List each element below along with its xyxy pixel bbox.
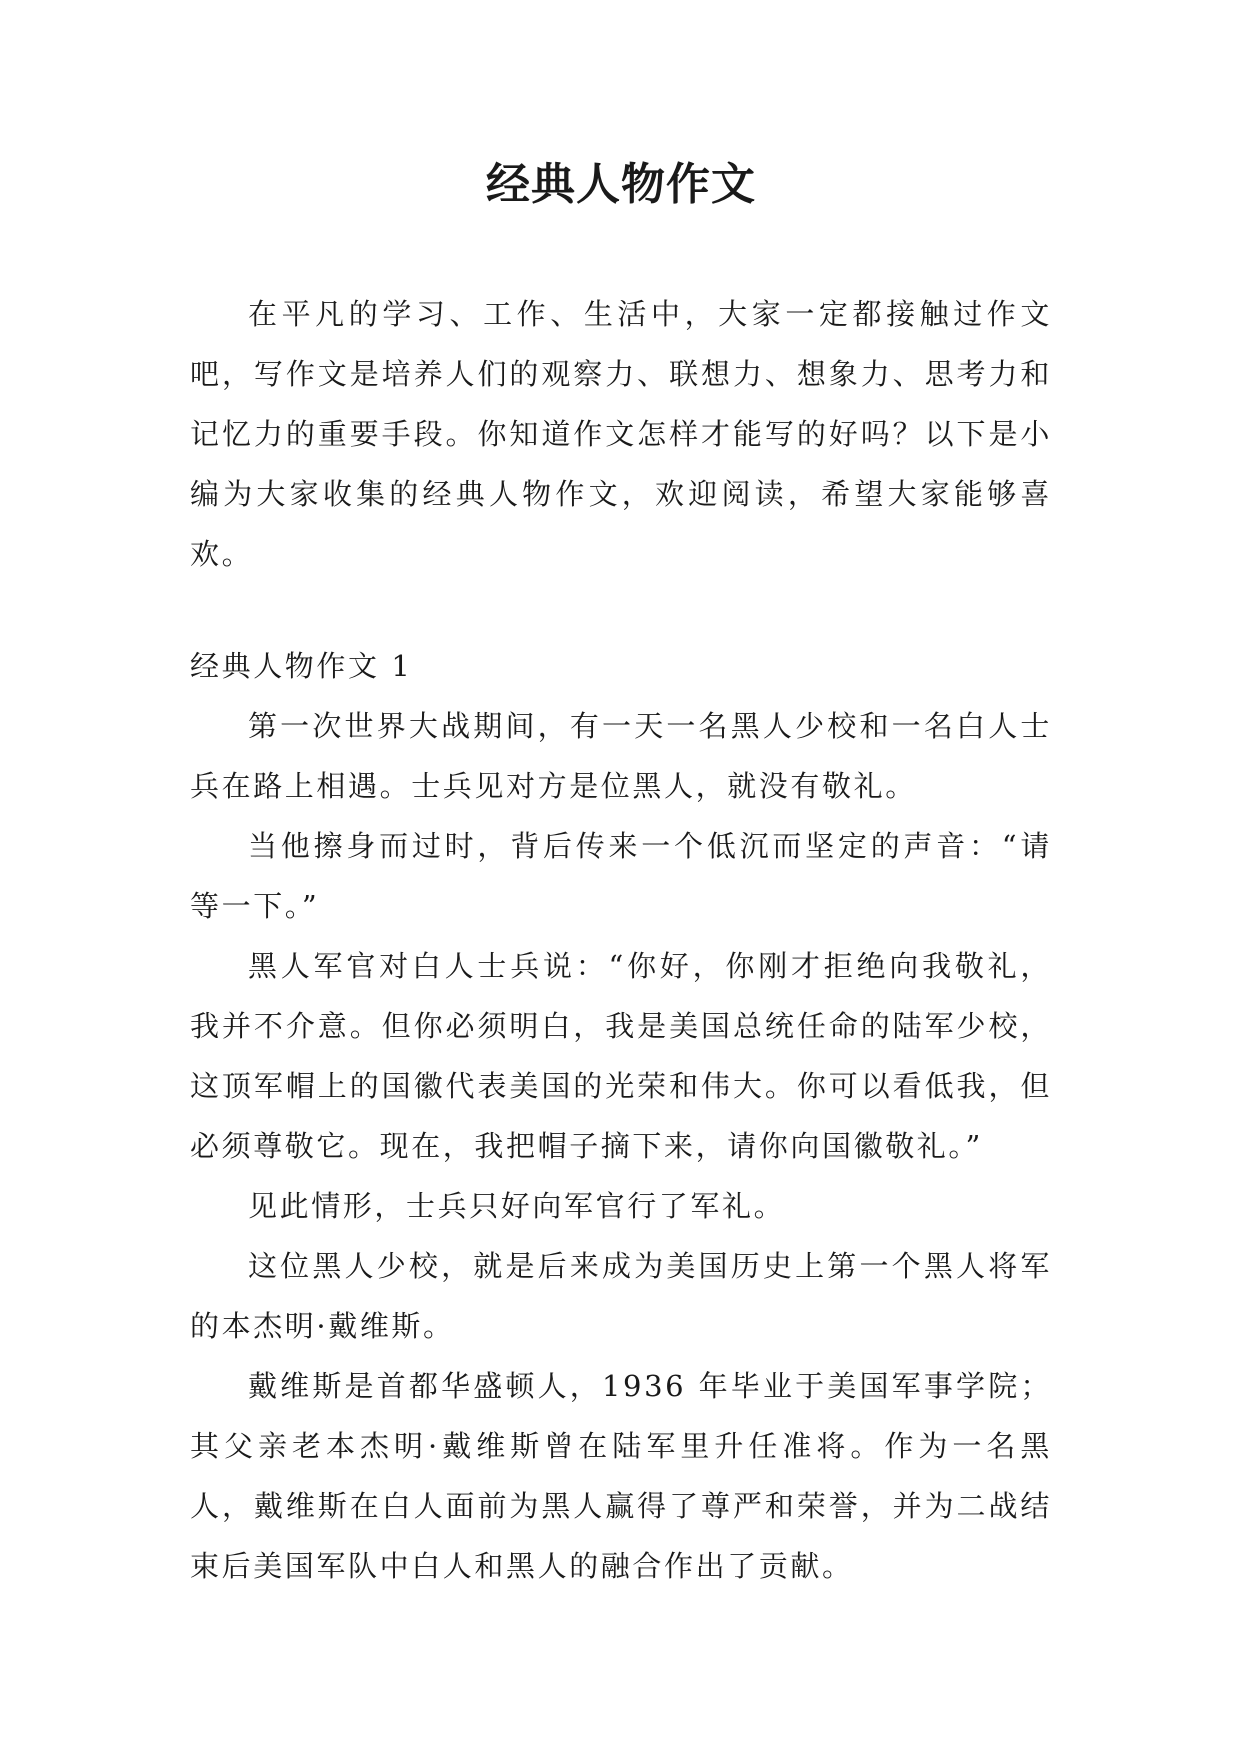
paragraph-6: 戴维斯是首都华盛顿人，1936 年毕业于美国军事学院；其父亲老本杰明·戴维斯曾在陆军里升任准将。作为一名黑人，戴维斯在白人面前为黑人赢得了尊严和荣誉，并为二战结束后美国军队中白人和黑人的融合作出了贡献。 xyxy=(190,1369,1052,1583)
essay-section-1 xyxy=(190,636,1052,1596)
intro-paragraph: 在平凡的学习、工作、生活中，大家一定都接触过作文吧，写作文是培养人们的观察力、联想力、想象力、思考力和记忆力的重要手段。你知道作文怎样才能写的好吗？以下是小编为大家收集的经典人物作文，欢迎阅读，希望大家能够喜欢。 xyxy=(190,297,1052,571)
paragraph-3: 黑人军官对白人士兵说：“你好，你刚才拒绝向我敬礼，我并不介意。但你必须明白，我是美国总统任命的陆军少校，这顶军帽上的国徽代表美国的光荣和伟大。你可以看低我，但必须尊敬它。现在，我把帽子摘下来，请你向国徽敬礼。” xyxy=(190,949,1052,1163)
paragraph-1: 第一次世界大战期间，有一天一名黑人少校和一名白人士兵在路上相遇。士兵见对方是位黑人，就没有敬礼。 xyxy=(190,709,1052,803)
paragraph-5: 这位黑人少校，就是后来成为美国历史上第一个黑人将军的本杰明·戴维斯。 xyxy=(190,1249,1052,1343)
paragraph-2: 当他擦身而过时，背后传来一个低沉而坚定的声音：“请等一下。” xyxy=(190,829,1052,923)
intro-section xyxy=(190,284,1052,584)
paragraph-4: 见此情形，士兵只好向军官行了军礼。 xyxy=(248,1189,786,1223)
document-title: 经典人物作文 xyxy=(486,159,756,210)
section-heading: 经典人物作文 1 xyxy=(190,649,413,683)
